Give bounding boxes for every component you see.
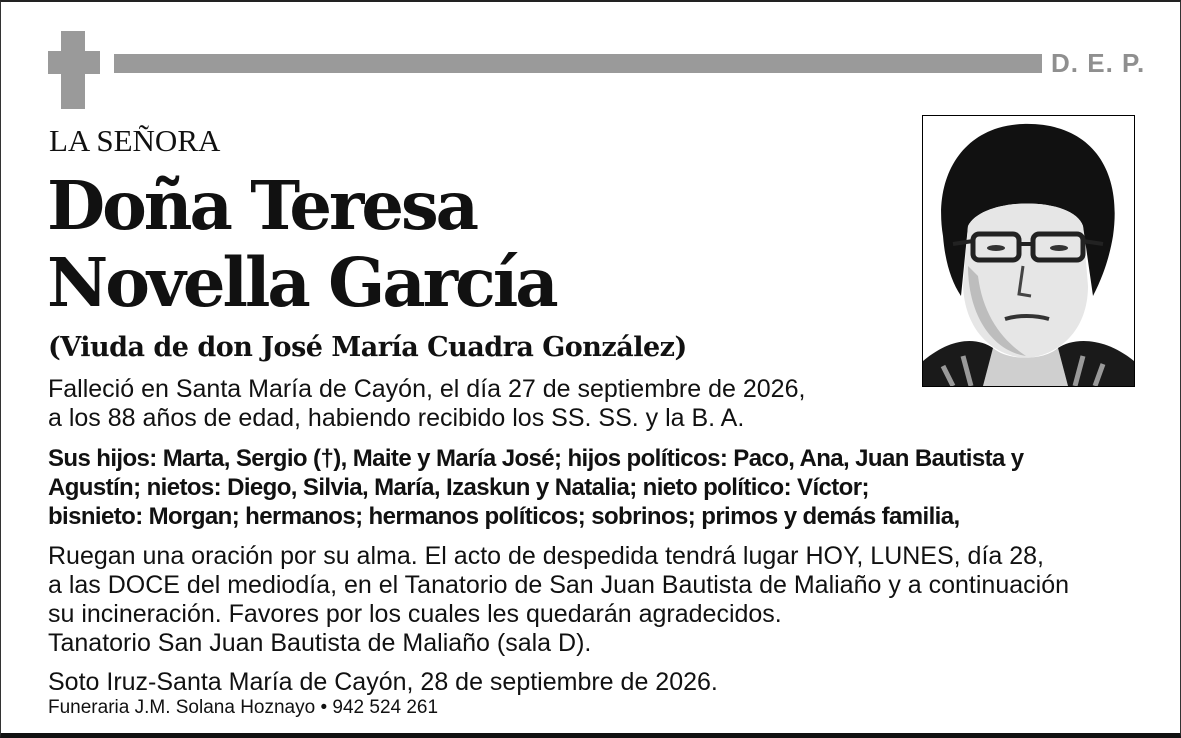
ceremony-line: Ruegan una oración por su alma. El acto de despedida tendrá lugar HOY, LUNES, día 28, — [48, 542, 1044, 570]
family-line: Sus hijos: Marta, Sergio (†), Maite y María José; hijos políticos: Paco, Ana, Juan Bautista y — [48, 445, 1024, 472]
header-rule — [114, 54, 1042, 73]
death-details — [48, 375, 805, 433]
family-line: Agustín; nietos: Diego, Silvia, María, Izaskun y Natalia; nieto político: Víctor; — [48, 474, 869, 501]
ceremony-line: a las DOCE del mediodía, en el Tanatorio de San Juan Bautista de Maliaño y a continuación — [48, 571, 1070, 599]
portrait-photo — [922, 115, 1135, 387]
ceremony-line: Tanatorio San Juan Bautista de Maliaño (sala D). — [48, 629, 592, 657]
deceased-name-line-1: Doña Teresa — [47, 166, 477, 245]
place-date: Soto Iruz-Santa María de Cayón, 28 de septiembre de 2026. — [48, 668, 718, 696]
funeral-home-contact: Funeraria J.M. Solana Hoznayo • 942 524 261 — [48, 697, 439, 718]
widow-note: (Viuda de don José María Cuadra González) — [48, 332, 687, 363]
family-list — [48, 444, 1024, 531]
deceased-name-line-2: Novella García — [47, 243, 556, 322]
intro-title: LA SEÑORA — [49, 123, 221, 158]
ceremony-line: su incineración. Favores por los cuales les quedarán agradecidos. — [48, 600, 782, 628]
cross-icon-bar — [48, 51, 100, 74]
family-line: bisnieto: Morgan; hermanos; hermanos políticos; sobrinos; primos y demás familia, — [48, 503, 960, 530]
dep-label: D. E. P. — [1051, 48, 1146, 78]
death-line: a los 88 años de edad, habiendo recibido los SS. SS. y la B. A. — [48, 404, 745, 432]
ceremony-details — [48, 542, 1069, 658]
death-line: Falleció en Santa María de Cayón, el día 27 de septiembre de 2026, — [48, 375, 806, 403]
